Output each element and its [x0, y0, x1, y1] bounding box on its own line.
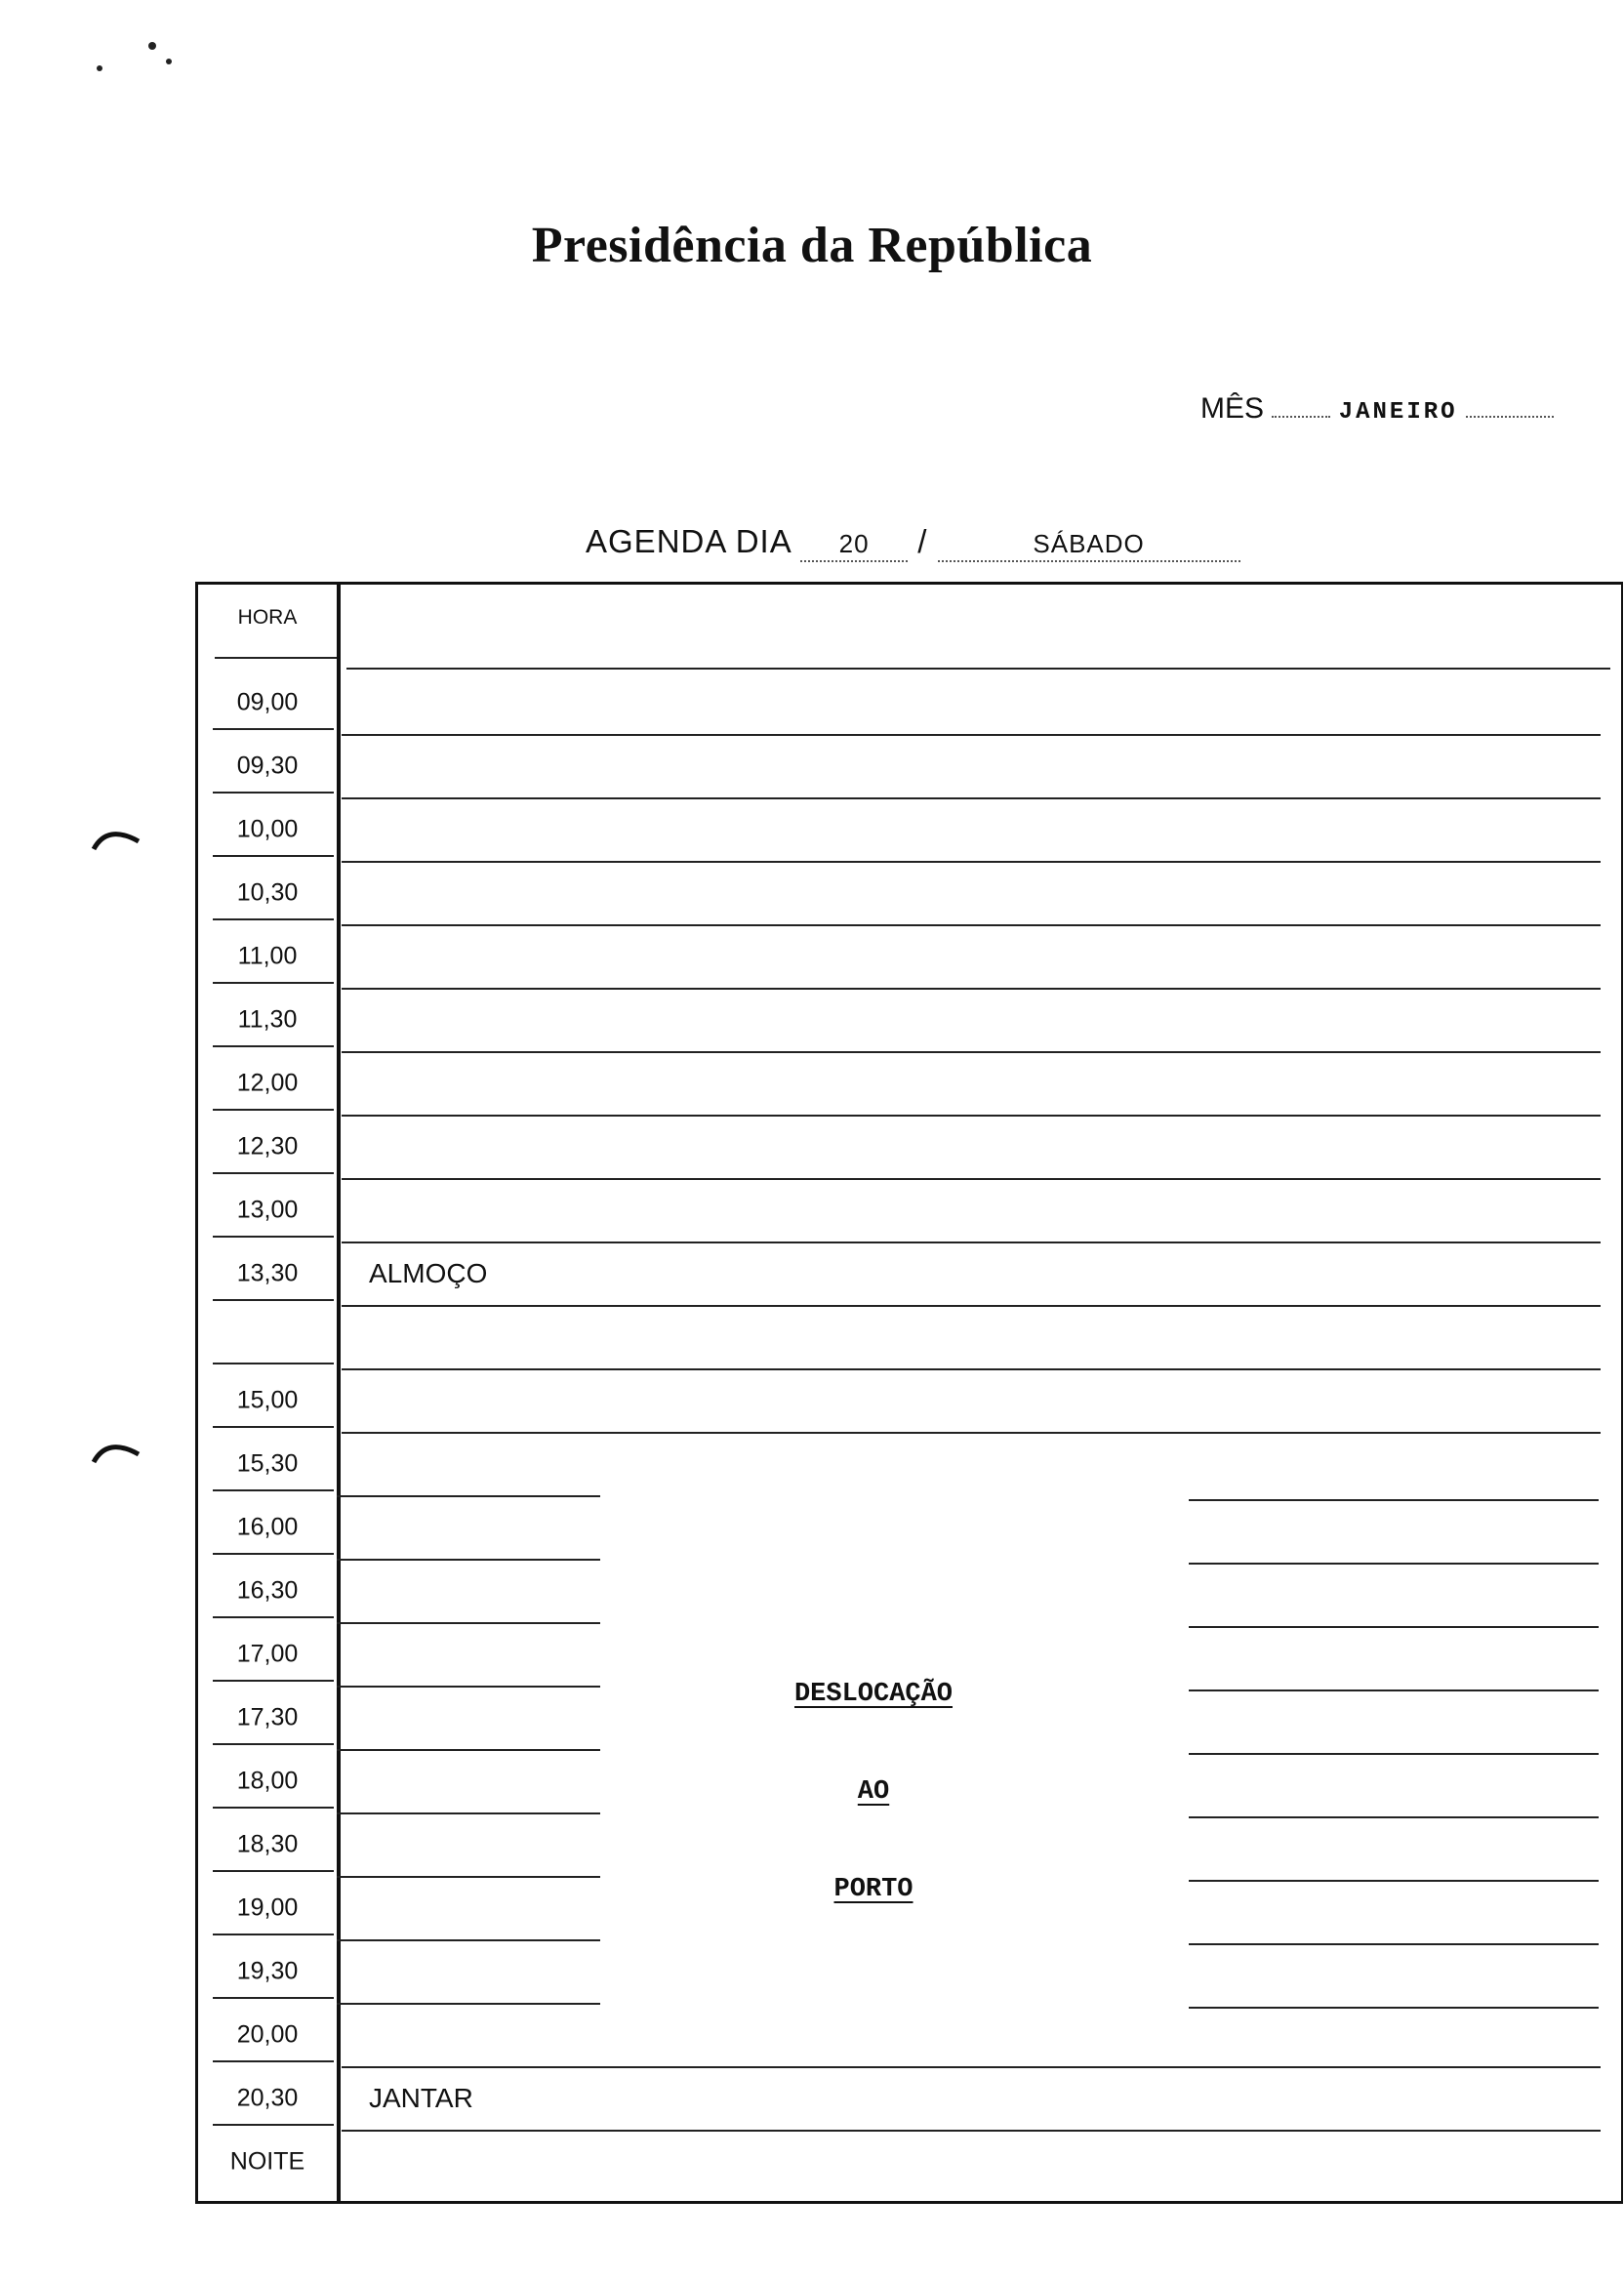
hour-column-header: HORA [237, 606, 298, 629]
entry-row-line-left [337, 1686, 600, 1688]
hour-row-divider [213, 1743, 334, 1745]
hour-label: 17,00 [236, 1640, 299, 1667]
entry-row-line [342, 2066, 1601, 2068]
hour-row-divider [213, 728, 334, 730]
month-label: MÊS [1200, 392, 1265, 425]
agenda-table [195, 582, 1623, 2204]
hour-label: 18,30 [236, 1830, 299, 1857]
hour-row-divider [213, 1045, 334, 1047]
hour-row-divider [213, 2124, 334, 2126]
hour-label: 09,30 [236, 752, 299, 779]
hour-row-divider [213, 1807, 334, 1809]
entry-row-line [342, 2130, 1601, 2132]
entry-row-line-left [337, 1559, 600, 1561]
binder-hole-mark [88, 820, 146, 859]
entry-row-line-right [1189, 1626, 1599, 1628]
hour-label: 16,00 [236, 1513, 299, 1540]
hour-label: 20,00 [236, 2020, 299, 2048]
entry-row-line [342, 797, 1601, 799]
entry-row-line-right [1189, 1690, 1599, 1691]
entry-row-line [342, 861, 1601, 863]
hour-label: 13,30 [236, 1259, 299, 1286]
hour-row-divider [213, 1489, 334, 1491]
hour-row-divider [213, 855, 334, 857]
hour-label: 16,30 [236, 1576, 299, 1604]
entry-row-line [342, 734, 1601, 736]
entry-row-line-right [1189, 1499, 1599, 1501]
hour-row-divider [213, 918, 334, 920]
month-dots-left [1272, 416, 1330, 418]
note-line-1: DESLOCAÇÃO [793, 1680, 954, 1709]
hour-label: 11,00 [237, 942, 298, 969]
hour-label: NOITE [229, 2147, 305, 2175]
entry-row-line-left [337, 1939, 600, 1941]
entry-row-line-left [337, 1622, 600, 1624]
hour-row-divider [213, 1616, 334, 1618]
weekday-value: SÁBADO [1033, 529, 1145, 558]
entry-row-line [342, 924, 1601, 926]
hour-row-divider [213, 2060, 334, 2062]
hour-label: 15,00 [236, 1386, 299, 1413]
entry-row-line-left [337, 1812, 600, 1814]
hour-row-divider [213, 792, 334, 794]
page-title: Presidência da República [531, 218, 1093, 273]
hour-row-divider [213, 1680, 334, 1682]
weekday-field [938, 523, 1240, 562]
hour-label: 19,30 [236, 1957, 299, 1984]
hour-label: 10,30 [236, 878, 299, 906]
hour-label: 17,30 [236, 1703, 299, 1730]
entry-row-line [342, 1432, 1601, 1434]
entry-row-line [342, 1115, 1601, 1117]
hour-row-divider [213, 1236, 334, 1238]
hour-label: 10,00 [236, 815, 299, 842]
hour-label: 12,30 [236, 1132, 299, 1160]
hour-column-divider [337, 582, 341, 2201]
entry-row-line [342, 1368, 1601, 1370]
hour-row-divider [213, 1363, 334, 1364]
agenda-entry: ALMOÇO [369, 1257, 488, 1288]
agenda-entry: JANTAR [369, 2082, 473, 2113]
month-dots-right [1466, 416, 1554, 418]
hour-row-divider [213, 1299, 334, 1301]
entry-row-line-left [337, 1495, 600, 1497]
hour-row-divider [213, 982, 334, 984]
hour-row-divider [213, 1426, 334, 1428]
note-line-2: AO [857, 1777, 890, 1807]
entry-row-line [342, 1051, 1601, 1053]
entry-row-line-left [337, 1749, 600, 1751]
header-divider-left [215, 657, 337, 659]
hour-label: 18,00 [236, 1767, 299, 1794]
hour-row-divider [213, 1109, 334, 1111]
hour-label: 13,00 [236, 1196, 299, 1223]
punch-marks [59, 20, 195, 127]
entry-row-line-left [337, 2003, 600, 2005]
hour-row-divider [213, 1934, 334, 1935]
day-value: 20 [838, 529, 870, 558]
entry-row-line-right [1189, 1816, 1599, 1818]
hour-label: 11,30 [237, 1005, 298, 1033]
hour-row-divider [213, 1172, 334, 1174]
entry-row-line [342, 1242, 1601, 1243]
hour-label: 15,30 [236, 1449, 299, 1477]
day-field [800, 523, 908, 562]
entry-row-line-left [337, 1876, 600, 1878]
entry-row-line [342, 1305, 1601, 1307]
agenda-label: AGENDA DIA [586, 523, 791, 559]
hour-label: 09,00 [236, 688, 299, 715]
month-value: JANEIRO [1338, 399, 1458, 426]
hour-label: 19,00 [236, 1893, 299, 1921]
entry-row-line-right [1189, 2007, 1599, 2009]
entry-row-line [342, 988, 1601, 990]
hour-row-divider [213, 1997, 334, 1999]
note-line-3: PORTO [833, 1875, 914, 1904]
entry-row-line-right [1189, 1563, 1599, 1565]
hour-label: 12,00 [236, 1069, 299, 1096]
month-field [1200, 392, 1554, 426]
binder-hole-mark [88, 1433, 146, 1472]
entry-row-line [342, 1178, 1601, 1180]
hour-label: 20,30 [236, 2084, 299, 2111]
hour-row-divider [213, 1553, 334, 1555]
agenda-date-field [586, 523, 1240, 562]
entry-row-line-right [1189, 1753, 1599, 1755]
hour-row-divider [213, 1870, 334, 1872]
header-divider-right [346, 668, 1610, 670]
entry-row-line-right [1189, 1943, 1599, 1945]
date-separator: / [917, 523, 928, 559]
entry-row-line-right [1189, 1880, 1599, 1882]
